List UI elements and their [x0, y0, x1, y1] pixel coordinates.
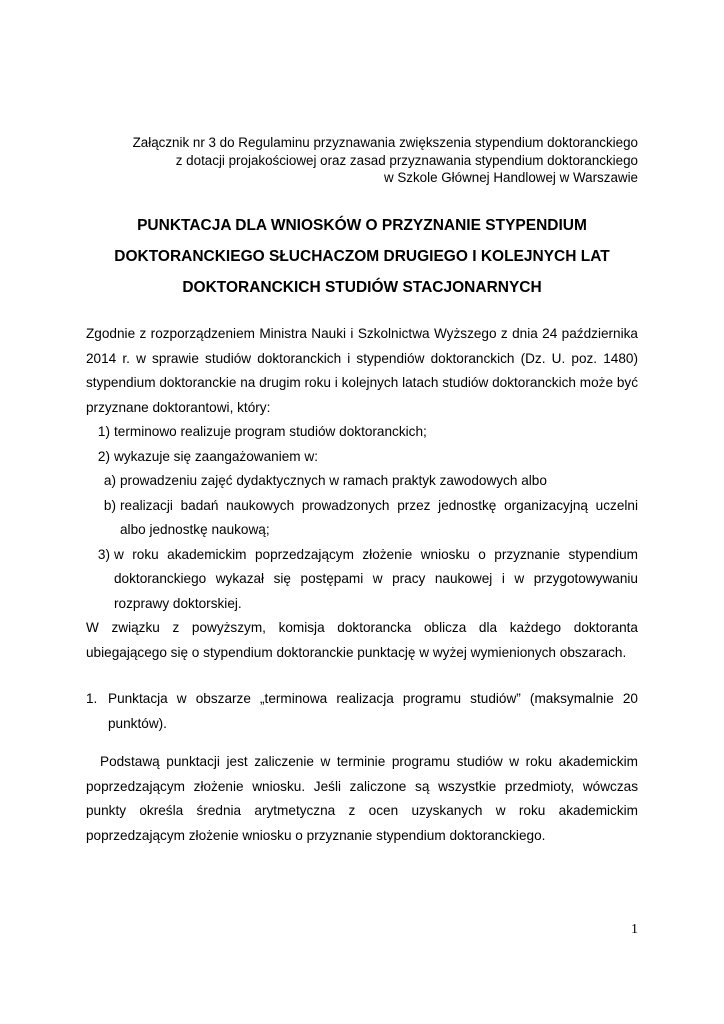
condition-number: 3) — [97, 546, 110, 562]
section-number: 1. — [86, 691, 98, 706]
engagement-letter: b) — [103, 497, 116, 513]
condition-item — [86, 543, 638, 617]
engagement-text: realizacji badań naukowych prowadzonych przez jednostkę organizacyjną uczelni albo jednostkę naukową; — [120, 497, 638, 537]
annex-header-line-1: Załącznik nr 3 do Regulaminu przyznawania zwiększenia stypendium doktoranckiego — [132, 135, 638, 150]
title-line-3: DOKTORANCKICH STUDIÓW STACJONARNYCH — [182, 279, 542, 296]
engagement-text: prowadzeniu zajęć dydaktycznych w ramach praktyk zawodowych albo — [120, 473, 547, 488]
engagement-item — [86, 469, 638, 494]
condition-number: 1) — [97, 424, 110, 439]
engagement-item — [86, 494, 638, 543]
engagement-letter: a) — [103, 473, 116, 488]
condition-text: wykazuje się zaangażowaniem w: — [114, 448, 319, 464]
summary-paragraph: W związku z powyższym, komisja doktorancka oblicza dla każdego doktoranta ubiegającego się o stypendium doktoranckie punktację w wyżej wymienionych obszarach. — [86, 620, 638, 660]
condition-item — [86, 420, 638, 445]
annex-header — [133, 134, 638, 187]
condition-text: terminowo realizuje program studiów doktoranckich; — [114, 424, 427, 439]
annex-header-line-3: w Szkole Głównej Handlowej w Warszawie — [383, 170, 638, 185]
document-body — [86, 322, 638, 848]
document-title — [86, 210, 638, 303]
conditions-list — [86, 420, 638, 616]
title-line-2: DOKTORANCKIEGO SŁUCHACZOM DRUGIEGO I KOLEJNYCH LAT — [114, 248, 610, 265]
condition-number: 2) — [97, 448, 110, 464]
section-1-paragraph: Podstawą punktacji jest zaliczenie w terminie programu studiów w roku akademickim poprzedzającym złożenie wniosku. Jeśli zaliczone są wszystkie przedmioty, wówczas punkty określa średnia arytmetyczna z ocen uzyskanych w roku akademickim poprzedzającym złożenie wniosku o przyznanie stypendium doktoranckiego. — [86, 754, 638, 843]
condition-text: w roku akademickim poprzedzającym złożenie wniosku o przyznanie stypendium doktoranckiego wykazał się postępami w pracy naukowej i w przygotowywaniu rozprawy doktorskiej. — [114, 546, 638, 611]
intro-paragraph: Zgodnie z rozporządzeniem Ministra Nauki i Szkolnictwa Wyższego z dnia 24 października 2014 r. w sprawie studiów doktoranckich i stypendiów doktoranckich (Dz. U. poz. 1480) stypendium doktoranckie na drugim roku i kolejnych latach studiów doktoranckich może być przyznane doktorantowi, który: — [86, 326, 638, 415]
engagement-sublist — [86, 469, 638, 543]
section-1-heading — [86, 687, 638, 736]
condition-item — [86, 445, 638, 543]
annex-header-line-2: z dotacji projakościowej oraz zasad przyznawania stypendium doktoranckiego — [175, 152, 638, 168]
section-heading-text: Punktacja w obszarze „terminowa realizacja programu studiów” (maksymalnie 20 punktów). — [108, 691, 638, 731]
title-line-1: PUNKTACJA DLA WNIOSKÓW O PRZYZNANIE STYPENDIUM — [137, 217, 587, 234]
page-number: 1 — [631, 922, 638, 937]
